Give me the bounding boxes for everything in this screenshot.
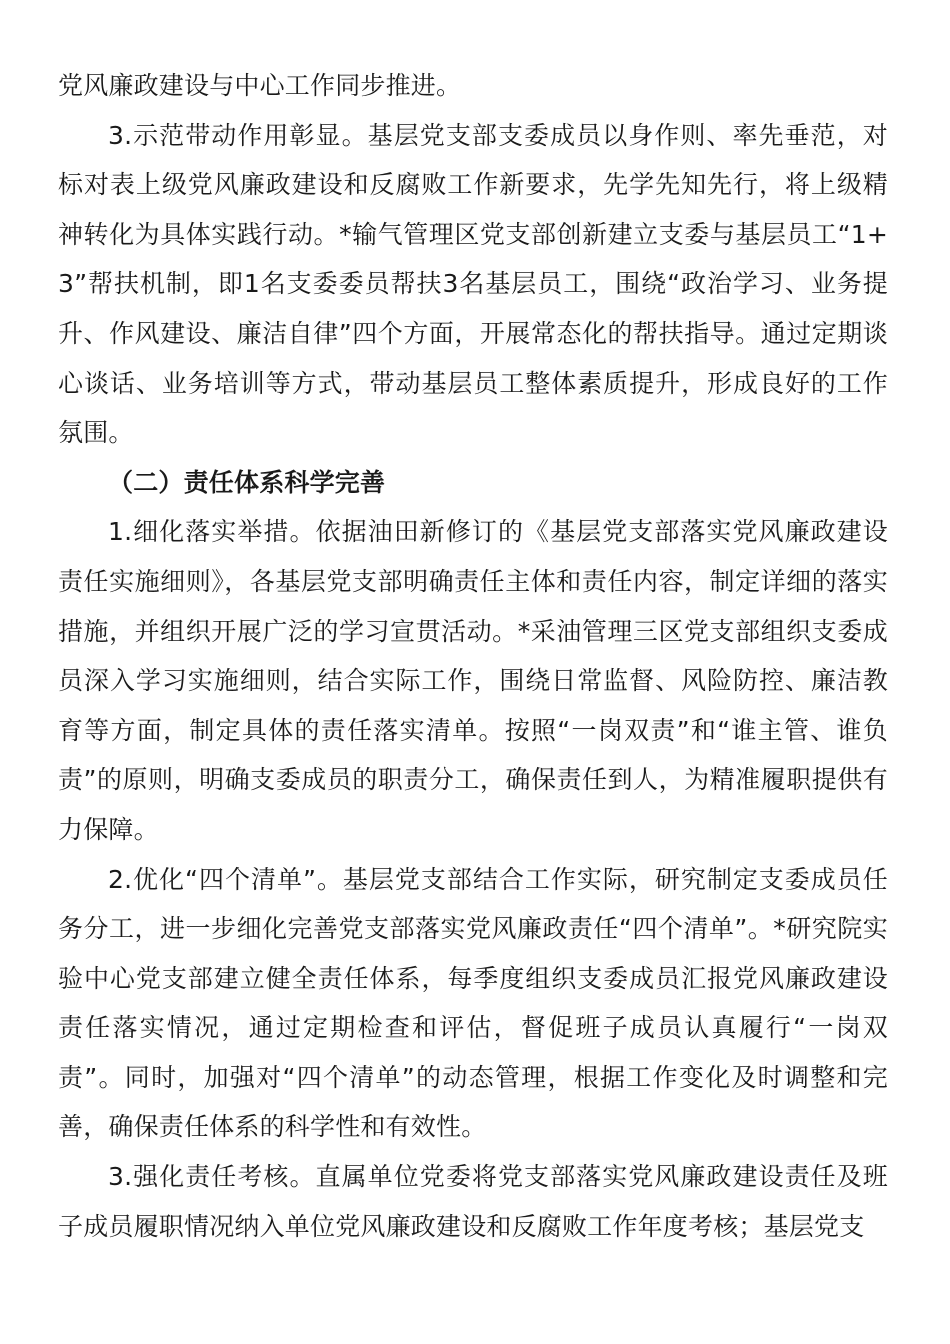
section-heading-responsibility-system: （二）责任体系科学完善 <box>108 467 386 497</box>
document-body <box>58 61 888 1251</box>
paragraph-strengthen-assessment: 3.强化责任考核。直属单位党委将党支部落实党风廉政建设责任及班子成员履职情况纳入单位党风廉政建设和反腐败工作年度考核；基层党支 <box>58 1162 888 1241</box>
paragraph-optimize-four-lists: 2.优化“四个清单”。基层党支部结合工作实际，研究制定支委成员任务分工，进一步细化完善党支部落实党风廉政责任“四个清单”。*研究院实验中心党支部建立健全责任体系，每季度组织支委成员汇报党风廉政建设责任落实情况，通过定期检查和评估，督促班子成员认真履行“一岗双责”。同时，加强对“四个清单”的动态管理，根据工作变化及时调整和完善，确保责任体系的科学性和有效性。 <box>58 864 888 1142</box>
paragraph-continuation: 党风廉政建设与中心工作同步推进。 <box>58 71 462 100</box>
paragraph-refine-measures: 1.细化落实举措。依据油田新修订的《基层党支部落实党风廉政建设责任实施细则》，各基层党支部明确责任主体和责任内容，制定详细的落实措施，并组织开展广泛的学习宣贯活动。*采油管理三区党支部组织支委成员深入学习实施细则，结合实际工作，围绕日常监督、风险防控、廉洁教育等方面，制定具体的责任落实清单。按照“一岗双责”和“谁主管、谁负责”的原则，明确支委成员的职责分工，确保责任到人，为精准履职提供有力保障。 <box>58 517 888 844</box>
paragraph-demonstration-role: 3.示范带动作用彰显。基层党支部支委成员以身作则、率先垂范，对标对表上级党风廉政建设和反腐败工作新要求，先学先知先行，将上级精神转化为具体实践行动。*输气管理区党支部创新建立支委与基层员工“1+3”帮扶机制，即1名支委委员帮扶3名基层员工，围绕“政治学习、业务提升、作风建设、廉洁自律”四个方面，开展常态化的帮扶指导。通过定期谈心谈话、业务培训等方式，带动基层员工整体素质提升，形成良好的工作氛围。 <box>58 120 888 448</box>
